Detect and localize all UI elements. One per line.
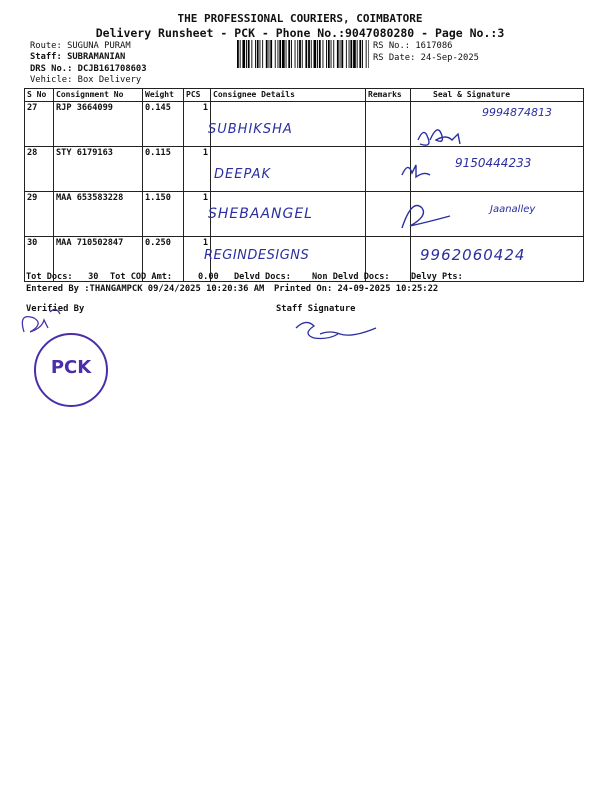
barcode-bar <box>262 40 263 68</box>
non-delivered-docs: Non Delvd Docs: <box>312 272 390 282</box>
cell-pcs: 1 <box>184 147 211 192</box>
barcode-bar <box>286 40 287 68</box>
header-consignment: Consignment No <box>54 89 143 102</box>
cell-consignment: RJP 3664099 <box>54 102 143 147</box>
entered-by: Entered By :THANGAMPCK 09/24/2025 10:20:36 AM <box>26 284 265 294</box>
barcode-bar <box>368 40 369 68</box>
cell-consignment: STY 6179163 <box>54 147 143 192</box>
delivery-points: Delvy Pts: <box>411 272 463 282</box>
barcode-bar <box>362 40 363 68</box>
barcode-bar <box>299 40 301 68</box>
cell-pcs: 1 <box>184 102 211 147</box>
total-docs: Tot Docs: 30 <box>26 272 99 282</box>
delivered-docs: Delvd Docs: <box>234 272 291 282</box>
barcode-bar <box>266 40 268 68</box>
barcode-bar <box>288 40 290 68</box>
header-pcs: PCS <box>184 89 211 102</box>
cell-weight: 0.145 <box>143 102 184 147</box>
cell-weight: 0.115 <box>143 147 184 192</box>
cell-pcs: 1 <box>184 237 211 282</box>
runsheet-subtitle: Delivery Runsheet - PCK - Phone No.:9047080280 - Page No.:3 <box>95 26 505 40</box>
cell-consignment: MAA 710502847 <box>54 237 143 282</box>
barcode-bar <box>251 40 252 68</box>
barcode-bar <box>257 40 259 68</box>
cell-sno: 28 <box>25 147 54 192</box>
vehicle-text: Vehicle: Box Delivery <box>30 75 142 85</box>
header-consignee: Consignee Details <box>211 89 366 102</box>
barcode-bar <box>242 40 245 68</box>
total-cod: Tot COD Amt: 0.00 <box>110 272 219 282</box>
barcode-bar <box>269 40 270 68</box>
barcode-bar <box>357 40 358 68</box>
barcode-bar <box>240 40 241 68</box>
barcode-bar <box>295 40 296 68</box>
table-header-row <box>25 89 584 102</box>
barcode-bar <box>237 40 239 68</box>
barcode-bar <box>350 40 352 68</box>
handwritten-consignee-3: SHEBAANGEL <box>208 206 313 222</box>
cell-weight: 0.250 <box>143 237 184 282</box>
header-remarks: Remarks <box>366 89 411 102</box>
signature-scribble-3 <box>402 206 450 229</box>
barcode-bar <box>319 40 321 68</box>
handwritten-phone-2: 9150444233 <box>455 156 532 170</box>
handwritten-phone-4: 9962060424 <box>420 246 526 264</box>
barcode-bar <box>314 40 317 68</box>
staff-signature-mark <box>290 318 380 344</box>
barcode-bar <box>275 40 276 68</box>
barcode-bar <box>255 40 256 68</box>
barcode-bar <box>353 40 356 68</box>
cell-weight: 1.150 <box>143 192 184 237</box>
cell-consignment: MAA 653583228 <box>54 192 143 237</box>
recipient-signatures <box>398 110 498 260</box>
handwritten-name-3: Jaanalley <box>490 204 536 215</box>
barcode-bar <box>341 40 343 68</box>
barcode-bar <box>337 40 339 68</box>
barcode-bar <box>340 40 341 68</box>
barcode-bar <box>305 40 307 68</box>
pck-stamp <box>34 333 108 407</box>
stamp-text: PCK <box>50 357 92 378</box>
barcode-bar <box>260 40 261 68</box>
barcode-bar <box>308 40 310 68</box>
verified-by-label: Verified By <box>26 304 85 314</box>
staff-text: Staff: SUBRAMANIAN <box>30 52 126 62</box>
barcode-image <box>237 40 369 68</box>
route-text: Route: SUGUNA PURAM <box>30 41 131 51</box>
rs-number: RS No.: 1617086 <box>373 41 453 51</box>
barcode-bar <box>297 40 298 68</box>
staff-signature-label: Staff Signature <box>276 304 356 314</box>
barcode-bar <box>291 40 292 68</box>
barcode-bar <box>333 40 334 68</box>
cell-pcs: 1 <box>184 192 211 237</box>
header-sno: S No <box>25 89 54 102</box>
handwritten-consignee-2: DEEPAK <box>214 167 272 182</box>
signature-scribble-1 <box>418 130 460 145</box>
barcode-bar <box>359 40 361 68</box>
handwritten-consignee-4: REGINDESIGNS <box>204 248 310 263</box>
handwritten-consignee-1: SUBHIKSHA <box>208 122 293 137</box>
barcode-bar <box>302 40 303 68</box>
barcode-bar <box>246 40 247 68</box>
barcode-bar <box>317 40 318 68</box>
barcode-bar <box>278 40 279 68</box>
rs-date: RS Date: 24-Sep-2025 <box>373 53 479 63</box>
barcode-bar <box>331 40 332 68</box>
barcode-bar <box>311 40 312 68</box>
barcode-bar <box>323 40 324 68</box>
signature-scribble-2 <box>402 165 430 177</box>
barcode-bar <box>248 40 250 68</box>
barcode-bar <box>270 40 272 68</box>
cell-sno: 29 <box>25 192 54 237</box>
cell-sno: 27 <box>25 102 54 147</box>
header-seal-signature: Seal & Signature <box>411 89 584 102</box>
barcode-bar <box>349 40 350 68</box>
barcode-bar <box>282 40 285 68</box>
barcode-bar <box>279 40 281 68</box>
header-weight: Weight <box>143 89 184 102</box>
barcode-bar <box>346 40 347 68</box>
cell-sno: 30 <box>25 237 54 282</box>
barcode-bar <box>328 40 330 68</box>
printed-on: Printed On: 24-09-2025 10:25:22 <box>274 284 439 294</box>
drs-number: DRS No.: DCJB161708603 <box>30 64 147 74</box>
barcode-bar <box>366 40 367 68</box>
company-title: THE PROFESSIONAL COURIERS, COIMBATORE <box>177 12 423 25</box>
handwritten-phone-1: 9994874813 <box>482 106 552 119</box>
barcode-bar <box>326 40 327 68</box>
